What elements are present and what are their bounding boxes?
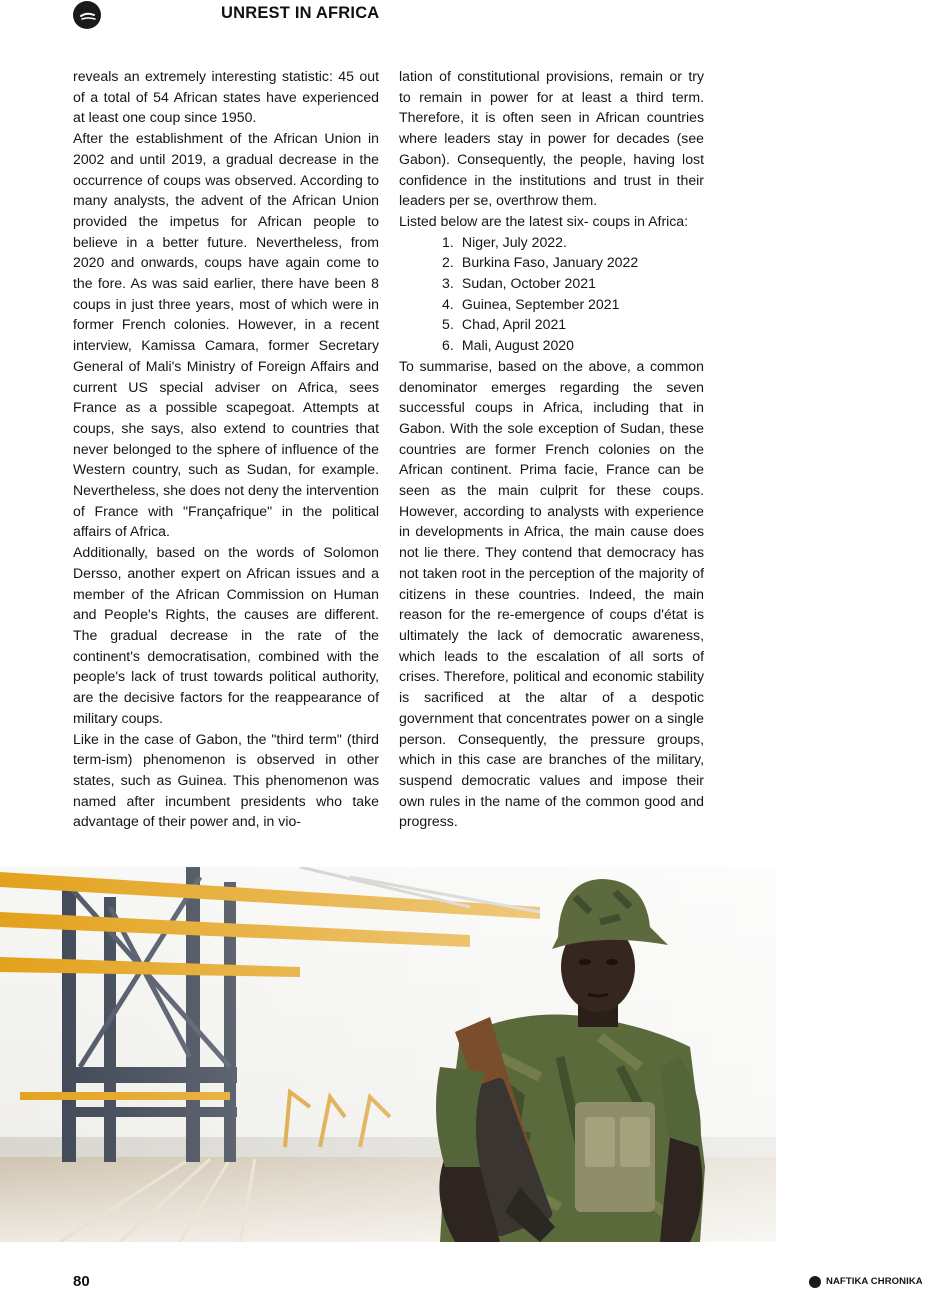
section-title: UNREST IN AFRICA	[221, 4, 380, 22]
magazine-logo-icon	[73, 1, 101, 29]
soldier-port-photo	[0, 867, 776, 1242]
article-paragraph: reveals an extremely interesting statistic: 45 out of a total of 54 African states have experienced at least one coup since 1950.	[73, 68, 379, 126]
article-column-left	[73, 66, 379, 832]
list-item: 6. Mali, August 2020	[442, 337, 574, 354]
page-number: 80	[73, 1273, 90, 1290]
list-item: 2. Burkina Faso, January 2022	[442, 254, 639, 271]
list-item: 5. Chad, April 2021	[442, 316, 567, 333]
list-item: 4. Guinea, September 2021	[442, 295, 620, 312]
article-column-right	[399, 66, 704, 832]
article-paragraph: Like in the case of Gabon, the "third term" (third term-ism) phenomenon is observed in other states, such as Guinea. This phenomenon was named after incumbent presidents who take advantage of their power and, in vio-	[73, 730, 379, 830]
article-paragraph: lation of constitutional provisions, remain or try to remain in power for at least a third term. Therefore, it is often seen in African countries where leaders stay in power for decades (see Gabon). Consequently, the people, having lost confidence in the institutions and trust in their leaders per se, overthrow them.	[399, 68, 704, 209]
article-paragraph: After the establishment of the African Union in 2002 and until 2019, a gradual decrease in the occurrence of coups was observed. According to many analysts, the advent of the African Union provided the impetus for African people to believe in a better future. Nevertheless, from 2020 and onwards, coups have again come to the fore. As was said earlier, there have been 8 coups in just three years, most of which were in former French colonies. However, in a recent interview, Kamissa Camara, former Secretary General of Mali's Ministry of Foreign Affairs and current US special adviser on Africa, sees France as a possible scapegoat. Attempts at coups, she says, also extend to countries that never belonged to the sphere of influence of the Western country, such as Sudan, for example. Nevertheless, she does not deny the intervention of France with "Françafrique" in the political affairs of Africa.	[73, 130, 379, 540]
magazine-logo-icon	[809, 1276, 821, 1288]
coups-list	[399, 232, 704, 356]
magazine-brand: NAFTIKA CHRONIKA	[826, 1276, 923, 1287]
article-paragraph: To summarise, based on the above, a common denominator emerges regarding the seven successful coups in Africa, including that in Gabon. With the sole exception of Sudan, these countries are former French colonies on the African continent. Prima facie, France can be seen as the main culprit for these coups. However, according to analysts with experience in developments in Africa, the main cause does not lie there. They contend that democracy has not taken root in the perception of the majority of citizens in these countries. Indeed, the main reason for the re-emergence of coups d'état is ultimately the lack of democratic awareness, which leads to the escalation of all sorts of crises. Therefore, political and economic stability is sacrificed at the altar of a despotic government that concentrates power on a single person. Consequently, the pressure groups, which in this case are branches of the military, suspend democratic values and impose their own rules in the name of the common good and progress.	[399, 357, 704, 830]
article-paragraph: Additionally, based on the words of Solomon Dersso, another expert on African issues and a member of the African Commission on Human and People's Rights, the causes are different. The gradual decrease in the rate of the continent's democratisation, combined with the people's lack of trust towards political authority, are the decisive factors for the reappearance of military coups.	[73, 544, 379, 726]
list-item: 3. Sudan, October 2021	[442, 275, 596, 292]
list-item: 1. Niger, July 2022.	[442, 233, 567, 250]
list-heading: Listed below are the latest six- coups in Africa:	[399, 212, 689, 229]
